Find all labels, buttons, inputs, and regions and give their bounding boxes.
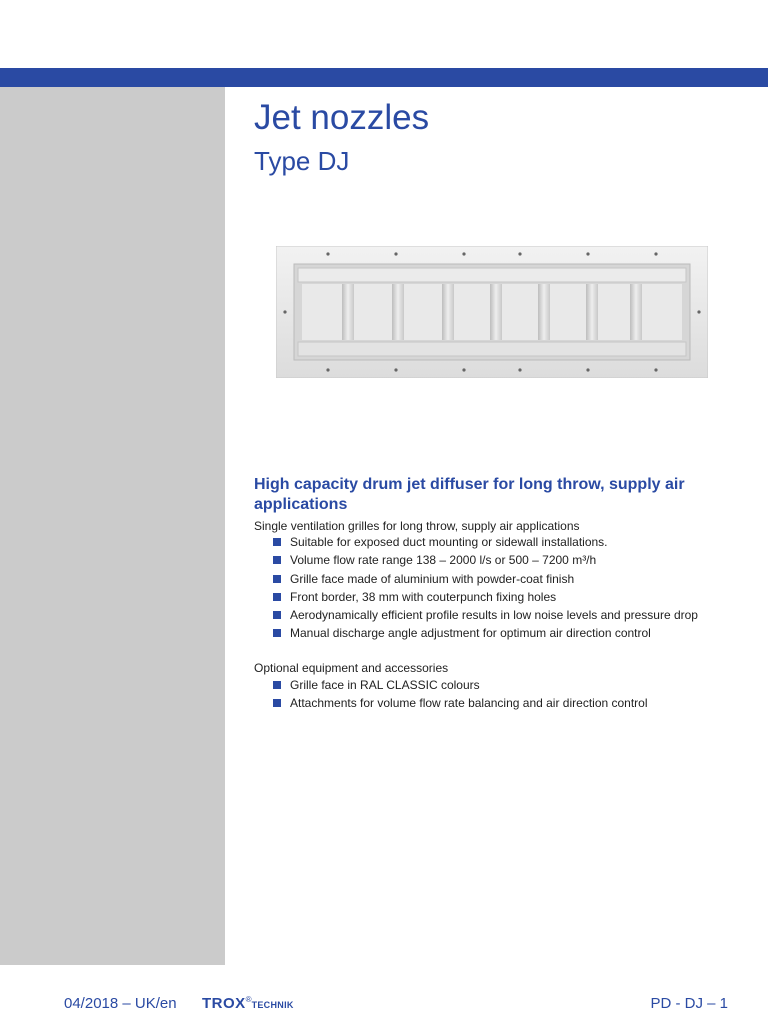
page-title: Jet nozzles	[254, 98, 430, 137]
bullet-square-icon	[273, 681, 281, 689]
list-item-text: Grille face made of aluminium with powder-coat finish	[290, 571, 575, 586]
footer-date: 04/2018 – UK/en	[64, 995, 177, 1012]
product-headline: High capacity drum jet diffuser for long throw, supply air applications	[254, 476, 685, 513]
product-image	[276, 246, 708, 378]
list-item	[272, 572, 698, 590]
logo-registered: ®	[245, 995, 252, 1004]
list-item-text: Attachments for volume flow rate balancing and air direction control	[290, 696, 648, 711]
side-panel	[0, 87, 225, 965]
list-item-text: Manual discharge angle adjustment for optimum air direction control	[290, 626, 651, 641]
optional-list	[272, 678, 648, 715]
product-intro: Single ventilation grilles for long throw, supply air applications	[254, 519, 580, 533]
bullet-square-icon	[273, 556, 281, 564]
list-item-text: Grille face in RAL CLASSIC colours	[290, 678, 480, 692]
list-item	[272, 696, 648, 714]
list-item	[272, 553, 698, 571]
bullet-square-icon	[273, 593, 281, 601]
list-item	[272, 590, 698, 608]
list-item-text: Volume flow rate range 138 – 2000 l/s or 500 – 7200 m³/h	[290, 553, 597, 568]
list-item-text: Suitable for exposed duct mounting or sidewall installations.	[290, 535, 608, 549]
bullet-square-icon	[273, 538, 281, 546]
page-subtitle: Type DJ	[254, 146, 350, 176]
bullet-square-icon	[273, 611, 281, 619]
trox-logo	[202, 995, 294, 1013]
list-item	[272, 626, 698, 644]
bullet-square-icon	[273, 629, 281, 637]
feature-list	[272, 535, 698, 645]
list-item-text: Front border, 38 mm with couterpunch fixing holes	[290, 589, 557, 604]
list-item-text: Aerodynamically efficient profile results in low noise levels and pressure drop	[290, 608, 698, 623]
optional-heading: Optional equipment and accessories	[254, 661, 449, 675]
bullet-square-icon	[273, 575, 281, 583]
list-item	[272, 608, 698, 626]
header-band	[0, 68, 768, 87]
page-number: PD - DJ – 1	[650, 995, 728, 1012]
logo-sub: TECHNIK	[251, 1000, 294, 1010]
logo-brand: TROX	[202, 995, 246, 1012]
list-item	[272, 535, 698, 553]
list-item	[272, 678, 648, 696]
bullet-square-icon	[273, 699, 281, 707]
